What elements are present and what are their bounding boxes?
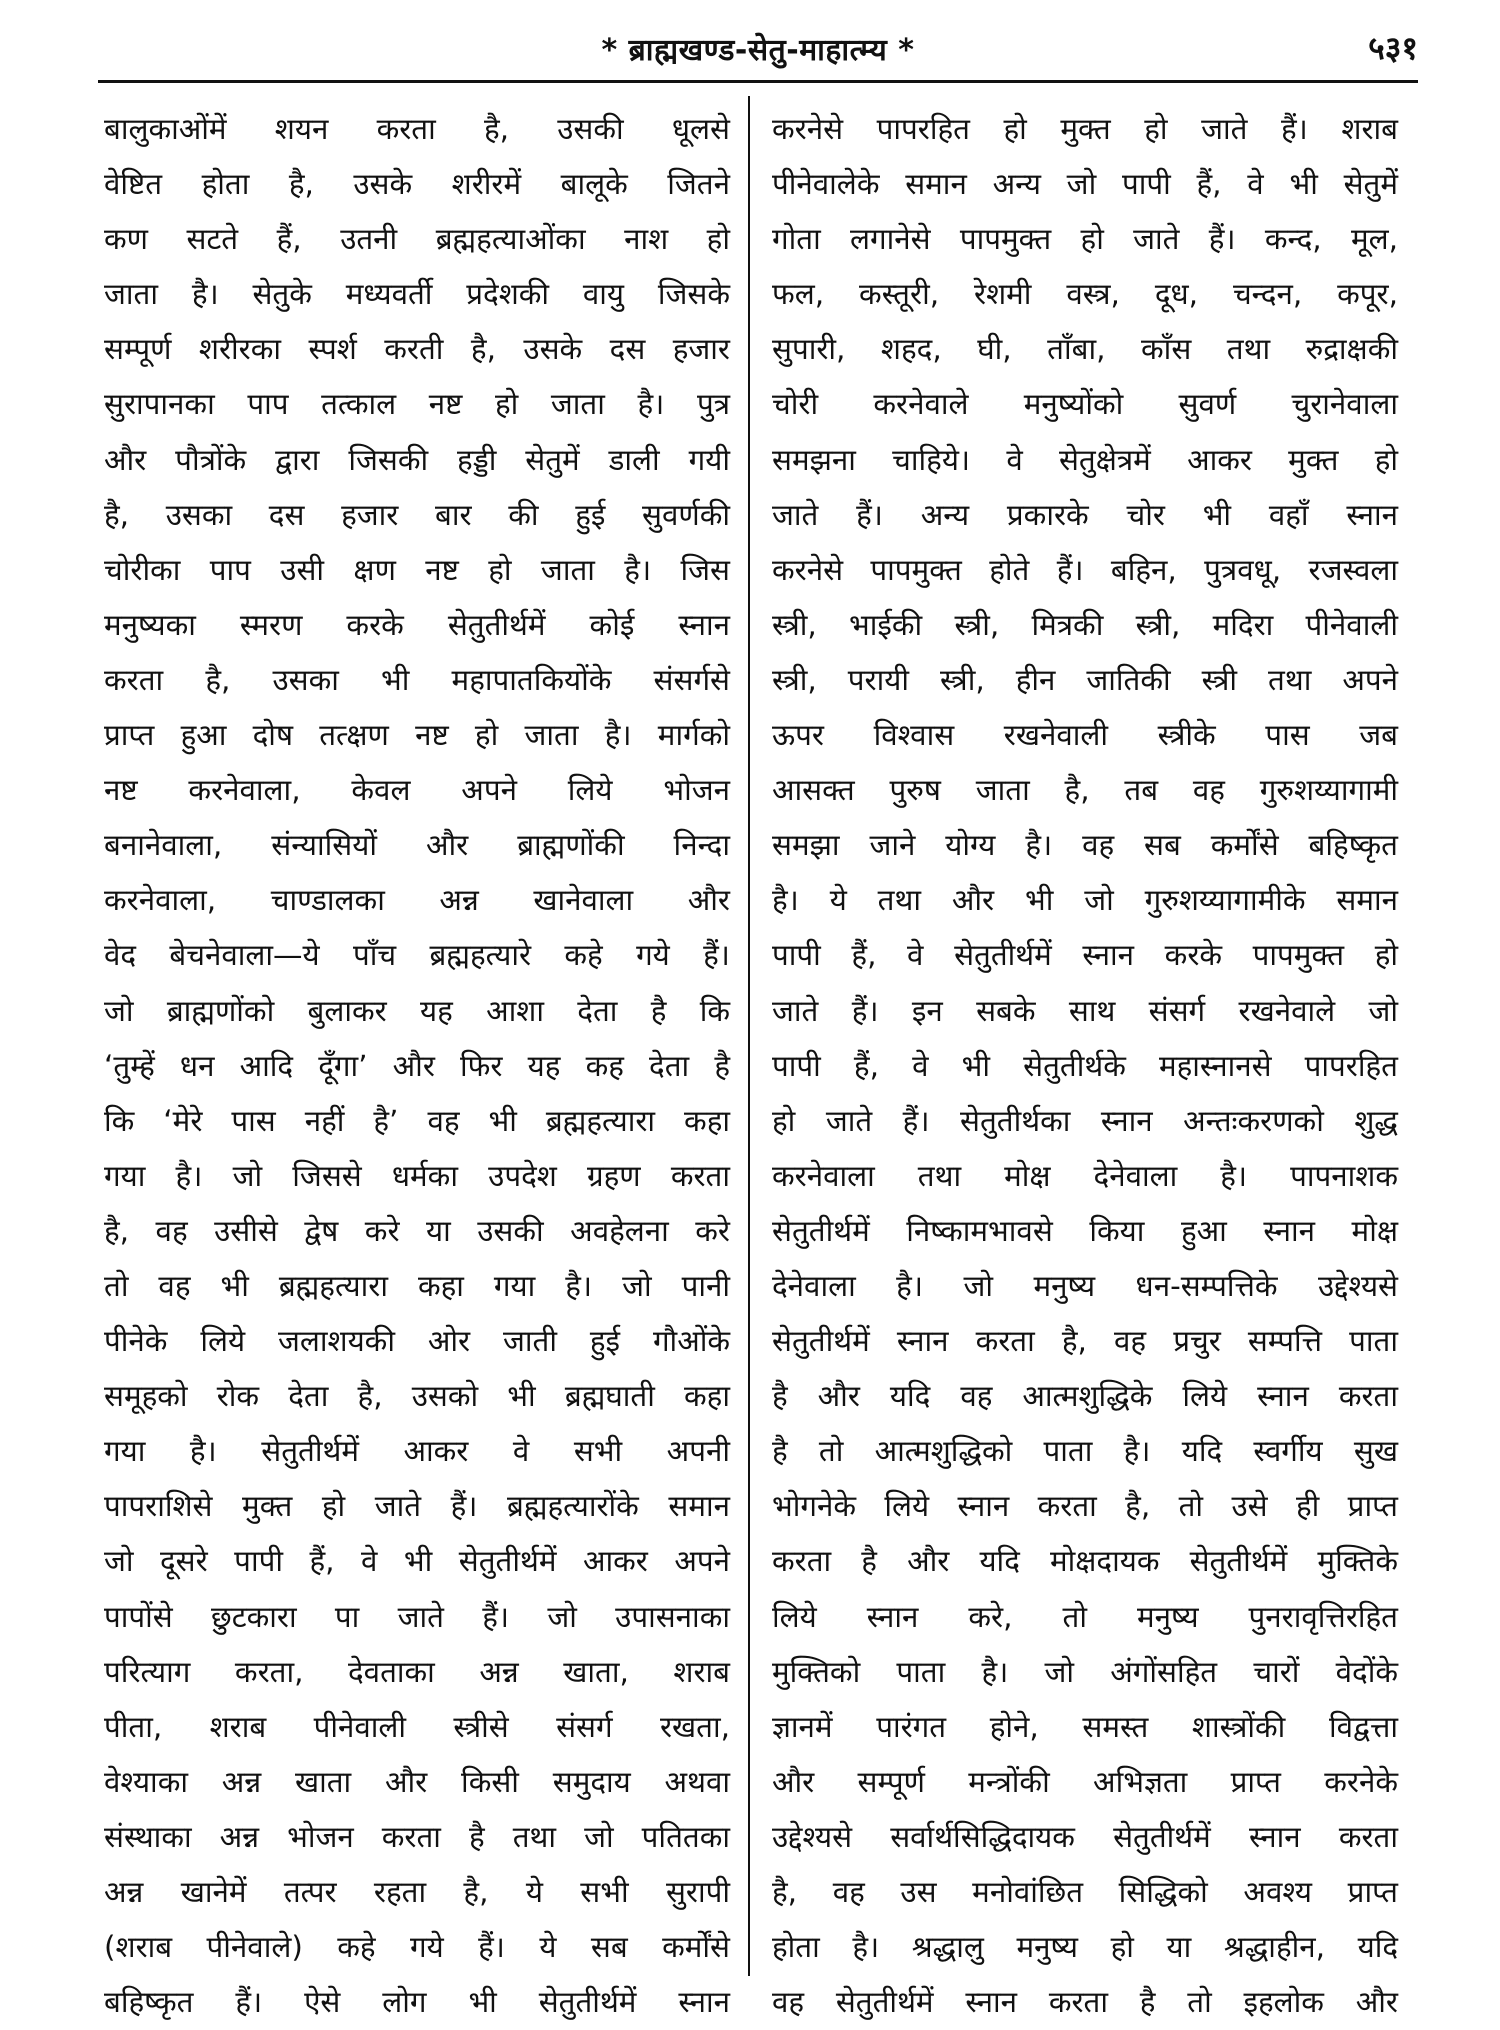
text-line: ऊपर विश्वास रखनेवाली स्त्रीके पास जब [772, 718, 1398, 753]
text-line: करनेसे पापमुक्त होते हैं। बहिन, पुत्रवधू, रजस्वला [772, 552, 1398, 587]
text-line: संस्थाका अन्न भोजन करता है तथा जो पतितका [104, 1819, 730, 1854]
text-line: समूहको रोक देता है, उसको भी ब्रह्मघाती कहा [104, 1379, 730, 1414]
text-line: भोगनेके लिये स्नान करता है, तो उसे ही प्राप्त [772, 1489, 1398, 1524]
text-line: जाते हैं। इन सबके साथ संसर्ग रखनेवाले जो [772, 993, 1398, 1028]
running-header [98, 22, 1418, 82]
text-line: है, उसका दस हजार बार की हुई सुवर्णकी [104, 497, 730, 532]
text-line: सेतुतीर्थमें स्नान करता है, वह प्रचुर सम्पत्ति पाता [772, 1324, 1398, 1359]
text-line: स्त्री, भाईकी स्त्री, मित्रकी स्त्री, मदिरा पीनेवाली [772, 607, 1398, 642]
text-line: समझा जाने योग्य है। वह सब कर्मोंसे बहिष्कृत [772, 828, 1398, 863]
text-line: और पौत्रोंके द्वारा जिसकी हड्डी सेतुमें डाली गयी [104, 442, 730, 477]
text-line: पीता, शराब पीनेवाली स्त्रीसे संसर्ग रखता, [104, 1709, 730, 1744]
text-line: तो वह भी ब्रह्महत्यारा कहा गया है। जो पानी [104, 1268, 730, 1303]
text-line: बालुकाओंमें शयन करता है, उसकी धूलसे [104, 112, 730, 146]
text-line: है, वह उसीसे द्वेष करे या उसकी अवहेलना करे [104, 1213, 730, 1248]
column-divider [748, 96, 750, 1976]
text-line: फल, कस्तूरी, रेशमी वस्त्र, दूध, चन्दन, कपूर, [772, 277, 1398, 312]
text-line: (शराब पीनेवाले) कहे गये हैं। ये सब कर्मोंसे [104, 1930, 730, 1965]
text-line: करनेवाला तथा मोक्ष देनेवाला है। पापनाशक [772, 1158, 1398, 1193]
text-line: पापी हैं, वे भी सेतुतीर्थके महास्नानसे पापरहित [772, 1048, 1398, 1083]
text-line: चोरीका पाप उसी क्षण नष्ट हो जाता है। जिस [104, 552, 730, 587]
text-line: वेश्याका अन्न खाता और किसी समुदाय अथवा [104, 1764, 730, 1799]
text-line: चोरी करनेवाले मनुष्योंको सुवर्ण चुरानेवाला [772, 387, 1398, 422]
right-column [772, 102, 1398, 2020]
text-line: वह सेतुतीर्थमें स्नान करता है तो इहलोक और [772, 1985, 1398, 2020]
text-line: करता है, उसका भी महापातकियोंके संसर्गसे [104, 662, 730, 697]
text-line: करनेवाला, चाण्डालका अन्न खानेवाला और [104, 883, 730, 918]
text-line: गया है। जो जिससे धर्मका उपदेश ग्रहण करता [104, 1158, 730, 1193]
text-line: जाते हैं। अन्य प्रकारके चोर भी वहाँ स्नान [772, 497, 1398, 532]
header-rule [98, 80, 1418, 83]
text-line: सेतुतीर्थमें निष्कामभावसे किया हुआ स्नान मोक्ष [772, 1213, 1398, 1248]
text-line: उद्देश्यसे सर्वार्थसिद्धिदायक सेतुतीर्थमें स्नान करता [772, 1819, 1398, 1854]
text-line: है, वह उस मनोवांछित सिद्धिको अवश्य प्राप्त [772, 1875, 1398, 1909]
text-line: कण सटते हैं, उतनी ब्रह्महत्याओंका नाश हो [104, 222, 730, 257]
header-title: * ब्राह्मखण्ड-सेतु-माहात्म्य * [601, 33, 915, 68]
text-line: ‘तुम्हें धन आदि दूँगा’ और फिर यह कह देता है [104, 1048, 730, 1083]
text-line: पापराशिसे मुक्त हो जाते हैं। ब्रह्महत्यारोंके समान [104, 1489, 730, 1524]
text-line: देनेवाला है। जो मनुष्य धन-सम्पत्तिके उद्देश्यसे [772, 1268, 1398, 1303]
page-number: ५३१ [1368, 29, 1418, 67]
text-line: है और यदि वह आत्मशुद्धिके लिये स्नान करता [772, 1379, 1398, 1414]
text-line: परित्याग करता, देवताका अन्न खाता, शराब [104, 1654, 730, 1689]
text-line: पापोंसे छुटकारा पा जाते हैं। जो उपासनाका [104, 1599, 730, 1634]
text-line: पीनेवालेके समान अन्य जो पापी हैं, वे भी सेतुमें [772, 167, 1398, 202]
text-line: प्राप्त हुआ दोष तत्क्षण नष्ट हो जाता है। मार्गको [104, 718, 730, 753]
text-line: ज्ञानमें पारंगत होने, समस्त शास्त्रोंकी विद्वत्ता [772, 1709, 1398, 1744]
text-line: सुरापानका पाप तत्काल नष्ट हो जाता है। पुत्र [104, 387, 730, 422]
text-line: नष्ट करनेवाला, केवल अपने लिये भोजन [104, 773, 730, 808]
text-line: मुक्तिको पाता है। जो अंगोंसहित चारों वेदोंके [772, 1654, 1398, 1689]
text-line: स्त्री, परायी स्त्री, हीन जातिकी स्त्री तथा अपने [772, 662, 1398, 697]
left-column [104, 102, 730, 2020]
text-line: कि ‘मेरे पास नहीं है’ वह भी ब्रह्महत्यारा कहा [104, 1103, 730, 1138]
text-line: करता है और यदि मोक्षदायक सेतुतीर्थमें मुक्तिके [772, 1544, 1398, 1579]
text-line: करनेसे पापरहित हो मुक्त हो जाते हैं। शराब [772, 112, 1398, 146]
text-line: सम्पूर्ण शरीरका स्पर्श करती है, उसके दस हजार [104, 332, 730, 367]
text-line: पीनेके लिये जलाशयकी ओर जाती हुई गौओंके [104, 1324, 730, 1359]
text-line: गया है। सेतुतीर्थमें आकर वे सभी अपनी [104, 1434, 730, 1469]
text-line: वेद बेचनेवाला—ये पाँच ब्रह्महत्यारे कहे गये हैं। [104, 938, 730, 973]
text-line: बनानेवाला, संन्यासियों और ब्राह्मणोंकी निन्दा [104, 828, 730, 863]
text-line: और सम्पूर्ण मन्त्रोंकी अभिज्ञता प्राप्त करनेके [772, 1764, 1398, 1799]
text-line: होता है। श्रद्धालु मनुष्य हो या श्रद्धाहीन, यदि [772, 1930, 1398, 1965]
text-line: अन्न खानेमें तत्पर रहता है, ये सभी सुरापी [104, 1875, 730, 1909]
text-line: समझना चाहिये। वे सेतुक्षेत्रमें आकर मुक्त हो [772, 442, 1398, 477]
text-line: जाता है। सेतुके मध्यवर्ती प्रदेशकी वायु जिसके [104, 277, 730, 312]
text-line: पापी हैं, वे सेतुतीर्थमें स्नान करके पापमुक्त हो [772, 938, 1398, 973]
text-line: लिये स्नान करे, तो मनुष्य पुनरावृत्तिरहित [772, 1599, 1398, 1634]
text-line: सुपारी, शहद, घी, ताँबा, काँस तथा रुद्राक्षकी [772, 332, 1398, 367]
text-line: गोता लगानेसे पापमुक्त हो जाते हैं। कन्द, मूल, [772, 222, 1398, 257]
text-line: आसक्त पुरुष जाता है, तब वह गुरुशय्यागामी [772, 773, 1398, 808]
text-line: जो ब्राह्मणोंको बुलाकर यह आशा देता है कि [104, 993, 730, 1028]
text-line: हो जाते हैं। सेतुतीर्थका स्नान अन्तःकरणको शुद्ध [772, 1103, 1398, 1138]
text-line: मनुष्यका स्मरण करके सेतुतीर्थमें कोई स्नान [104, 607, 730, 642]
text-line: है तो आत्मशुद्धिको पाता है। यदि स्वर्गीय सुख [772, 1434, 1398, 1469]
text-line: वेष्टित होता है, उसके शरीरमें बालूके जितने [104, 167, 730, 202]
text-line: जो दूसरे पापी हैं, वे भी सेतुतीर्थमें आकर अपने [104, 1544, 730, 1579]
text-line: है। ये तथा और भी जो गुरुशय्यागामीके समान [772, 883, 1398, 918]
text-line: बहिष्कृत हैं। ऐसे लोग भी सेतुतीर्थमें स्नान [104, 1985, 730, 2020]
